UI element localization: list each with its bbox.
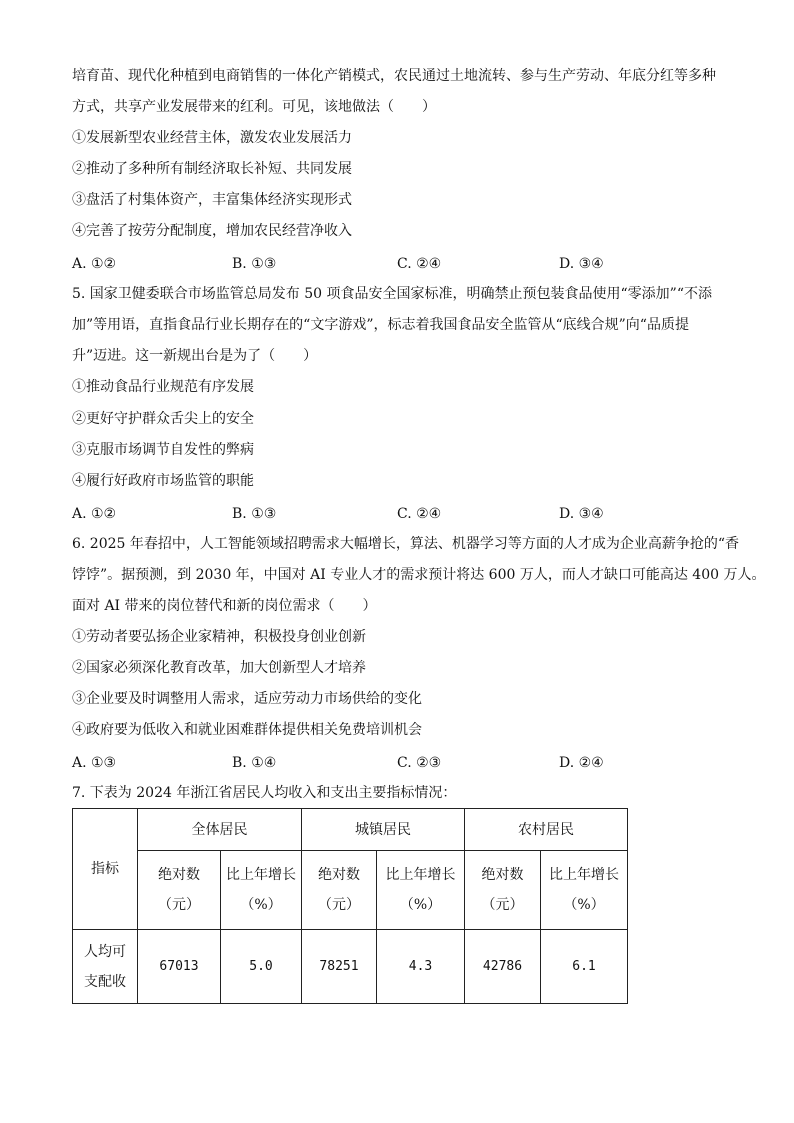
group-header-urban: 城镇居民 <box>302 809 465 851</box>
q5-option-d[interactable]: D. ③④ <box>559 506 604 522</box>
income-stats-table <box>72 808 628 1004</box>
cell-urban-growth: 4.3 <box>377 930 465 1004</box>
q4-stem-line-1: 培育苗、现代化种植到电商销售的一体化产销模式，农民通过土地流转、参与生产劳动、年底分红等多种 <box>72 68 716 84</box>
q5-statement-3: ③克服市场调节自发性的弊病 <box>72 442 254 458</box>
cell-all-abs: 67013 <box>138 930 221 1004</box>
q7-stem: 7. 下表为 2024 年浙江省居民人均收入和支出主要指标情况： <box>72 785 457 801</box>
cell-all-growth: 5.0 <box>221 930 302 1004</box>
subheader-abs-all: 绝对数 （元） <box>138 851 221 930</box>
q5-options <box>72 504 724 524</box>
q4-statement-1: ①发展新型农业经营主体，激发农业发展活力 <box>72 130 352 146</box>
q6-statement-4: ④政府要为低收入和就业困难群体提供相关免费培训机会 <box>72 722 422 738</box>
q4-option-a[interactable]: A. ①② <box>72 256 117 272</box>
q5-statement-4: ④履行好政府市场监管的职能 <box>72 473 254 489</box>
q6-option-a[interactable]: A. ①③ <box>72 755 117 771</box>
q5-stem-line-2: 加”等用语，直指食品行业长期存在的“文字游戏”，标志着我国食品安全监管从“底线合规”向“品质提 <box>72 317 689 333</box>
indicator-header: 指标 <box>73 809 138 930</box>
group-header-all: 全体居民 <box>138 809 302 851</box>
q6-stem-line-3: 面对 AI 带来的岗位替代和新的岗位需求（ ） <box>72 598 377 614</box>
subheader-growth-rural: 比上年增长 （%） <box>541 851 628 930</box>
q5-statement-2: ②更好守护群众舌尖上的安全 <box>72 411 254 427</box>
q5-option-c[interactable]: C. ②④ <box>397 506 442 522</box>
q6-options <box>72 753 724 773</box>
row-label-disposable-income: 人均可 支配收 <box>73 930 138 1004</box>
table-row <box>73 930 628 1004</box>
q4-statement-4: ④完善了按劳分配制度，增加农民经营净收入 <box>72 223 352 239</box>
subheader-growth-urban: 比上年增长 （%） <box>377 851 465 930</box>
q6-option-d[interactable]: D. ②④ <box>559 755 604 771</box>
q5-stem-line-3: 升”迈进。这一新规出台是为了（ ） <box>72 348 318 364</box>
q4-option-c[interactable]: C. ②④ <box>397 256 442 272</box>
q6-statement-1: ①劳动者要弘扬企业家精神，积极投身创业创新 <box>72 629 366 645</box>
cell-rural-abs: 42786 <box>465 930 541 1004</box>
q4-statement-3: ③盘活了村集体资产，丰富集体经济实现形式 <box>72 192 352 208</box>
cell-rural-growth: 6.1 <box>541 930 628 1004</box>
q6-statement-2: ②国家必须深化教育改革，加大创新型人才培养 <box>72 660 366 676</box>
q6-option-b[interactable]: B. ①④ <box>232 755 277 771</box>
q5-statement-1: ①推动食品行业规范有序发展 <box>72 379 254 395</box>
q4-option-d[interactable]: D. ③④ <box>559 256 604 272</box>
q5-option-b[interactable]: B. ①③ <box>232 506 277 522</box>
q5-stem-line-1: 5. 国家卫健委联合市场监管总局发布 50 项食品安全国家标准，明确禁止预包装食品使用“零添加”“不添 <box>72 286 712 302</box>
q6-option-c[interactable]: C. ②③ <box>397 755 442 771</box>
q4-options <box>72 254 724 274</box>
table-header-row <box>73 809 628 851</box>
subheader-abs-urban: 绝对数 （元） <box>302 851 377 930</box>
subheader-abs-rural: 绝对数 （元） <box>465 851 541 930</box>
subheader-growth-all: 比上年增长 （%） <box>221 851 302 930</box>
q6-stem-line-2: 饽饽”。据预测，到 2030 年，中国对 AI 专业人才的需求预计将达 600 万人，而人才缺口可能高达 400 万人。 <box>72 567 766 583</box>
q5-option-a[interactable]: A. ①② <box>72 506 117 522</box>
q4-statement-2: ②推动了多种所有制经济取长补短、共同发展 <box>72 161 352 177</box>
q4-option-b[interactable]: B. ①③ <box>232 256 277 272</box>
q6-statement-3: ③企业要及时调整用人需求，适应劳动力市场供给的变化 <box>72 691 422 707</box>
q4-stem-line-2: 方式，共享产业发展带来的红利。可见，该地做法（ ） <box>72 99 436 115</box>
q6-stem-line-1: 6. 2025 年春招中，人工智能领域招聘需求大幅增长，算法、机器学习等方面的人才成为企业高薪争抢的“香 <box>72 536 740 552</box>
cell-urban-abs: 78251 <box>302 930 377 1004</box>
table-subheader-row <box>73 851 628 930</box>
group-header-rural: 农村居民 <box>465 809 628 851</box>
